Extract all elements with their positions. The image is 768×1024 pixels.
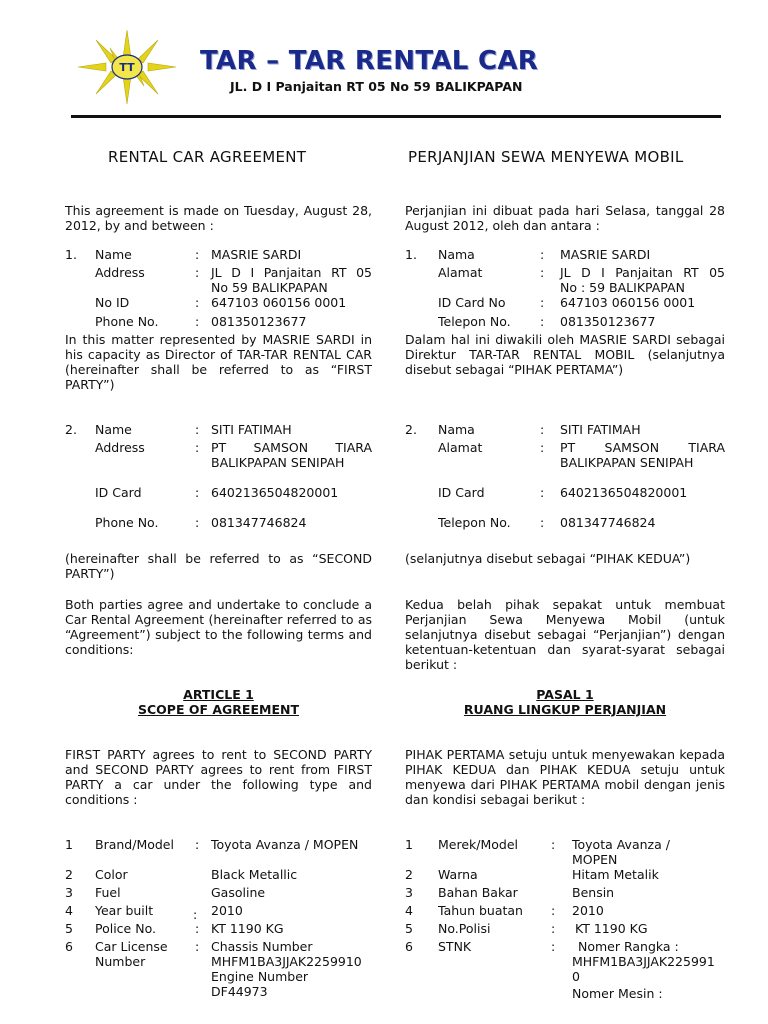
right-car-color: Hitam Metalik (572, 867, 659, 882)
left-party2-id: 6402136504820001 (211, 485, 339, 500)
left-car-year-label: Year built (95, 903, 154, 918)
left-car-license-label: Car License (95, 939, 168, 954)
right-party1-number: 1. (405, 247, 417, 262)
left-car-chassis-number: MHFM1BA3JJAK2259910 (211, 954, 362, 969)
colon: : (540, 515, 545, 530)
left-car-chassis-label: Chassis Number (211, 939, 313, 954)
left-party1-id: 647103 060156 0001 (211, 295, 347, 310)
right-party1-phone-label: Telepon No. (438, 314, 511, 329)
left-intro: This agreement is made on Tuesday, August 28, 2012, by and between : (65, 203, 372, 233)
left-car-color-label: Color (95, 867, 128, 882)
right-party2-note: (selanjutnya disebut sebagai “PIHAK KEDUA”) (405, 551, 691, 566)
colon: : (195, 921, 200, 936)
colon: : (195, 295, 200, 310)
right-party1-address: JL D I Panjaitan RT 05 (560, 265, 725, 280)
colon: : (540, 247, 545, 262)
colon: : (540, 295, 545, 310)
right-intro: Perjanjian ini dibuat pada hari Selasa, tanggal 28 August 2012, oleh dan antara : (405, 203, 725, 233)
right-party1-note: Dalam hal ini diwakili oleh MASRIE SARDI sebagai Direktur TAR-TAR RENTAL MOBIL (selanjutnya disebut sebagai “PIHAK PERTAMA”) (405, 332, 725, 377)
right-party2-name-label: Nama (438, 422, 475, 437)
company-address: JL. D I Panjaitan RT 05 No 59 BALIKPAPAN (230, 79, 523, 94)
right-party2-name: SITI FATIMAH (560, 422, 641, 437)
left-party1-address-label: Address (95, 265, 145, 280)
left-party2-note: (hereinafter shall be referred to as “SECOND PARTY”) (65, 551, 372, 581)
colon: : (195, 247, 200, 262)
colon: : (195, 939, 200, 954)
right-car-fuel-label: Bahan Bakar (438, 885, 518, 900)
svg-text:TT: TT (119, 61, 135, 74)
left-heading: RENTAL CAR AGREEMENT (108, 148, 307, 166)
left-car-row-number: 4 (65, 903, 73, 918)
right-heading: PERJANJIAN SEWA MENYEWA MOBIL (408, 148, 684, 166)
left-car-police: KT 1190 KG (211, 921, 284, 936)
colon: : (195, 515, 200, 530)
right-party1-phone: 081350123677 (560, 314, 656, 329)
colon: : (540, 265, 545, 280)
left-party1-name-label: Name (95, 247, 132, 262)
colon: : (195, 485, 200, 500)
right-car-row-number: 4 (405, 903, 413, 918)
left-car-row-number: 1 (65, 837, 73, 852)
left-car-police-label: Police No. (95, 921, 156, 936)
left-car-fuel: Gasoline (211, 885, 266, 900)
left-party1-phone: 081350123677 (211, 314, 307, 329)
left-party1-id-label: No ID (95, 295, 130, 310)
left-party1-name: MASRIE SARDI (211, 247, 302, 262)
right-car-engine-label: Nomer Mesin : (572, 986, 663, 1001)
right-party1-id-label: ID Card No (438, 295, 506, 310)
left-party2-id-label: ID Card (95, 485, 142, 500)
right-car-brand-line2: MOPEN (572, 852, 618, 867)
left-car-license-label-line2: Number (95, 954, 146, 969)
colon: : (193, 907, 198, 922)
colon: : (195, 422, 200, 437)
right-party2-address-label: Alamat (438, 440, 483, 455)
right-party1-name-label: Nama (438, 247, 475, 262)
right-car-brand: Toyota Avanza / (572, 837, 670, 852)
left-party2-number: 2. (65, 422, 77, 437)
right-party1-address-line2: No : 59 BALIKPAPAN (560, 280, 685, 295)
colon: : (195, 837, 200, 852)
right-car-fuel: Bensin (572, 885, 615, 900)
right-car-year-label: Tahun buatan (438, 903, 523, 918)
colon: : (195, 314, 200, 329)
colon: : (540, 422, 545, 437)
right-party2-number: 2. (405, 422, 417, 437)
left-article-title: SCOPE OF AGREEMENT (138, 702, 299, 717)
left-car-brand: Toyota Avanza / MOPEN (211, 837, 359, 852)
left-party1-address-line2: No 59 BALIKPAPAN (211, 280, 328, 295)
colon: : (540, 440, 545, 455)
left-car-color: Black Metallic (211, 867, 298, 882)
right-car-police: KT 1190 KG (575, 921, 648, 936)
left-car-row-number: 2 (65, 867, 73, 882)
left-article-number: ARTICLE 1 (183, 687, 254, 702)
colon: : (195, 440, 200, 455)
left-party2-address: PT SAMSON TIARA (211, 440, 372, 455)
right-party2-id: 6402136504820001 (560, 485, 688, 500)
right-article-text: PIHAK PERTAMA setuju untuk menyewakan kepada PIHAK KEDUA dan PIHAK KEDUA setuju untuk menyewa dari PIHAK PERTAMA mobil dengan jenis dan kondisi sebagai berikut : (405, 747, 725, 807)
right-car-chassis-label: Nomer Rangka : (578, 939, 679, 954)
right-car-stnk-label: STNK (438, 939, 472, 954)
right-car-row-number: 3 (405, 885, 413, 900)
header-divider (71, 115, 721, 118)
left-terms: Both parties agree and undertake to conclude a Car Rental Agreement (hereinafter referred to as “Agreement”) subject to the following terms and conditions: (65, 597, 372, 657)
right-car-row-number: 1 (405, 837, 413, 852)
right-party1-address-label: Alamat (438, 265, 483, 280)
left-car-row-number: 5 (65, 921, 73, 936)
left-car-row-number: 3 (65, 885, 73, 900)
left-party2-phone: 081347746824 (211, 515, 307, 530)
left-party1-phone-label: Phone No. (95, 314, 159, 329)
right-article-title: RUANG LINGKUP PERJANJIAN (463, 702, 667, 717)
colon: : (540, 485, 545, 500)
colon: : (540, 314, 545, 329)
right-party1-id: 647103 060156 0001 (560, 295, 696, 310)
right-car-chassis-number-line2: 0 (572, 969, 580, 984)
colon: : (551, 939, 556, 954)
left-car-year: 2010 (211, 903, 243, 918)
right-car-police-label: No.Polisi (438, 921, 491, 936)
right-car-row-number: 5 (405, 921, 413, 936)
left-party2-name-label: Name (95, 422, 132, 437)
left-car-engine-label: Engine Number (211, 969, 309, 984)
left-party1-address: JL D I Panjaitan RT 05 (211, 265, 372, 280)
right-terms: Kedua belah pihak sepakat untuk membuat Perjanjian Sewa Menyewa Mobil (untuk selanjutnya disebut sebagai “Perjanjian”) dengan ketentuan-ketentuan dan syarat-syarat sebagai berikut : (405, 597, 725, 672)
left-car-fuel-label: Fuel (95, 885, 121, 900)
right-party2-phone: 081347746824 (560, 515, 656, 530)
left-party2-name: SITI FATIMAH (211, 422, 292, 437)
right-party2-phone-label: Telepon No. (438, 515, 511, 530)
company-logo (76, 28, 178, 106)
right-party2-address: PT SAMSON TIARA (560, 440, 725, 455)
colon: : (551, 921, 556, 936)
right-party1-name: MASRIE SARDI (560, 247, 651, 262)
right-car-year: 2010 (572, 903, 604, 918)
right-party2-id-label: ID Card (438, 485, 485, 500)
colon: : (551, 903, 556, 918)
left-car-engine-number: DF44973 (211, 984, 268, 999)
left-article-text: FIRST PARTY agrees to rent to SECOND PARTY and SECOND PARTY agrees to rent from FIRST PARTY a car under the following type and conditions : (65, 747, 372, 807)
right-car-brand-label: Merek/Model (438, 837, 519, 852)
colon: : (195, 265, 200, 280)
left-car-row-number: 6 (65, 939, 73, 954)
right-car-row-number: 6 (405, 939, 413, 954)
right-car-row-number: 2 (405, 867, 413, 882)
left-party1-note: In this matter represented by MASRIE SARDI in his capacity as Director of TAR-TAR RENTAL CAR (hereinafter shall be referred to as “FIRST PARTY”) (65, 332, 372, 392)
left-party1-number: 1. (65, 247, 77, 262)
right-article-number: PASAL 1 (536, 687, 594, 702)
company-name: TAR – TAR RENTAL CAR (200, 46, 539, 76)
left-car-brand-label: Brand/Model (95, 837, 174, 852)
colon: : (551, 837, 556, 852)
left-party2-address-label: Address (95, 440, 145, 455)
left-party2-address-line2: BALIKPAPAN SENIPAH (211, 455, 345, 470)
right-party2-address-line2: BALIKPAPAN SENIPAH (560, 455, 694, 470)
right-car-color-label: Warna (438, 867, 478, 882)
left-party2-phone-label: Phone No. (95, 515, 159, 530)
right-car-chassis-number: MHFM1BA3JJAK225991 (572, 954, 715, 969)
